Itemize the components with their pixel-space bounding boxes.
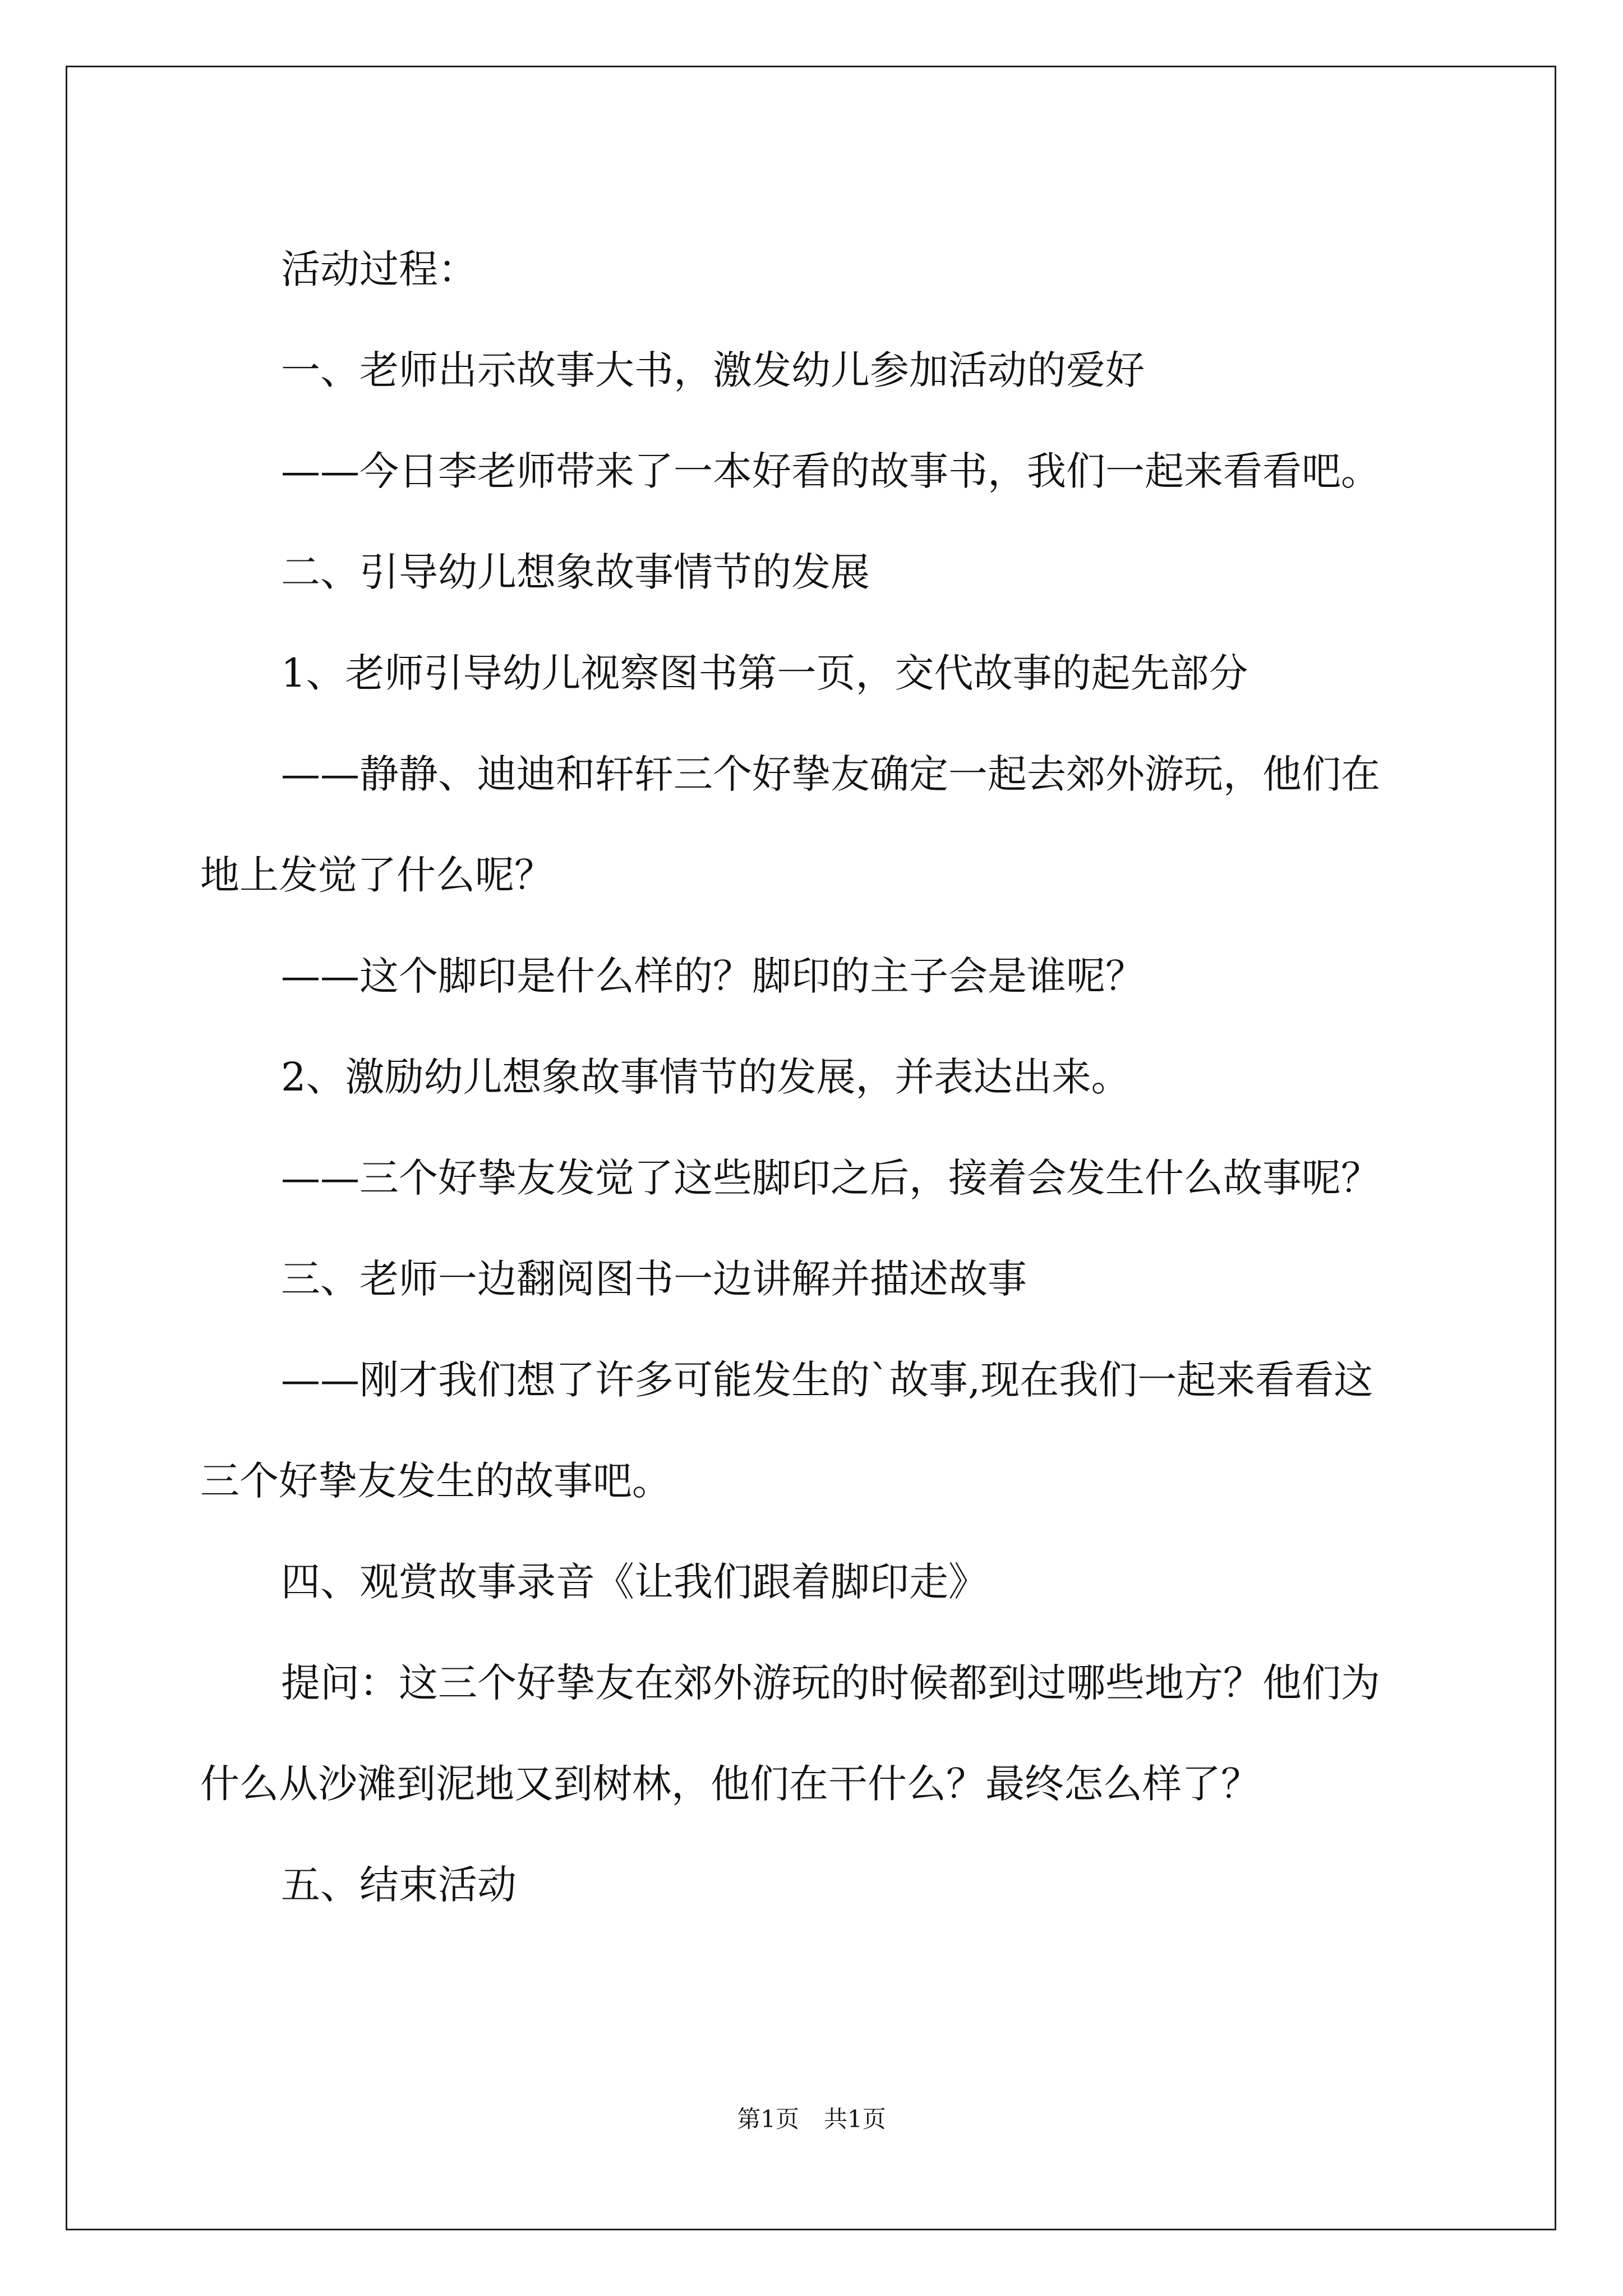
paragraph-step-five-heading: 五、结束活动 <box>281 1862 517 1908</box>
page-total: 共1页 <box>824 2105 886 2133</box>
paragraph-step-two-heading: 二、引导幼儿想象故事情节的发展 <box>281 549 870 595</box>
paragraph-step-two-sub-one: 1、老师引导幼儿视察图书第一页，交代故事的起先部分 <box>281 650 1248 696</box>
paragraph-step-two-detail-c: ——三个好挚友发觉了这些脚印之后，接着会发生什么故事呢？ <box>281 1155 1380 1201</box>
paragraph-step-three-detail: ——刚才我们想了许多可能发生的`故事,现在我们一起来看看这 <box>281 1357 1373 1403</box>
paragraph-step-three-heading: 三、老师一边翻阅图书一边讲解并描述故事 <box>281 1256 1027 1302</box>
page-footer <box>0 2102 1623 2136</box>
paragraph-step-four-heading: 四、观赏故事录音《让我们跟着脚印走》 <box>281 1559 988 1605</box>
paragraph-step-two-detail-b: ——这个脚印是什么样的？脚印的主子会是谁呢？ <box>281 953 1145 999</box>
paragraph-question-cont: 什么从沙滩到泥地又到树林，他们在干什么？最终怎么样了？ <box>200 1761 1260 1807</box>
paragraph-step-two-sub-two: 2、激励幼儿想象故事情节的发展，并表达出来。 <box>281 1054 1131 1100</box>
paragraph-step-two-detail-a-cont: 地上发觉了什么呢？ <box>200 852 554 898</box>
paragraph-activity-process: 活动过程： <box>281 246 477 292</box>
document-body <box>200 219 1434 1935</box>
page-number: 第1页 <box>737 2105 799 2133</box>
paragraph-question: 提问：这三个好挚友在郊外游玩的时候都到过哪些地方？他们为 <box>281 1660 1380 1706</box>
paragraph-step-three-detail-cont: 三个好挚友发生的故事吧。 <box>200 1458 671 1504</box>
paragraph-step-two-detail-a: ——静静、迪迪和轩轩三个好挚友确定一起去郊外游玩，他们在 <box>281 751 1380 797</box>
paragraph-step-one-detail: ——今日李老师带来了一本好看的故事书，我们一起来看看吧。 <box>281 448 1380 494</box>
paragraph-step-one-heading: 一、老师出示故事大书，激发幼儿参加活动的爱好 <box>281 347 1145 393</box>
